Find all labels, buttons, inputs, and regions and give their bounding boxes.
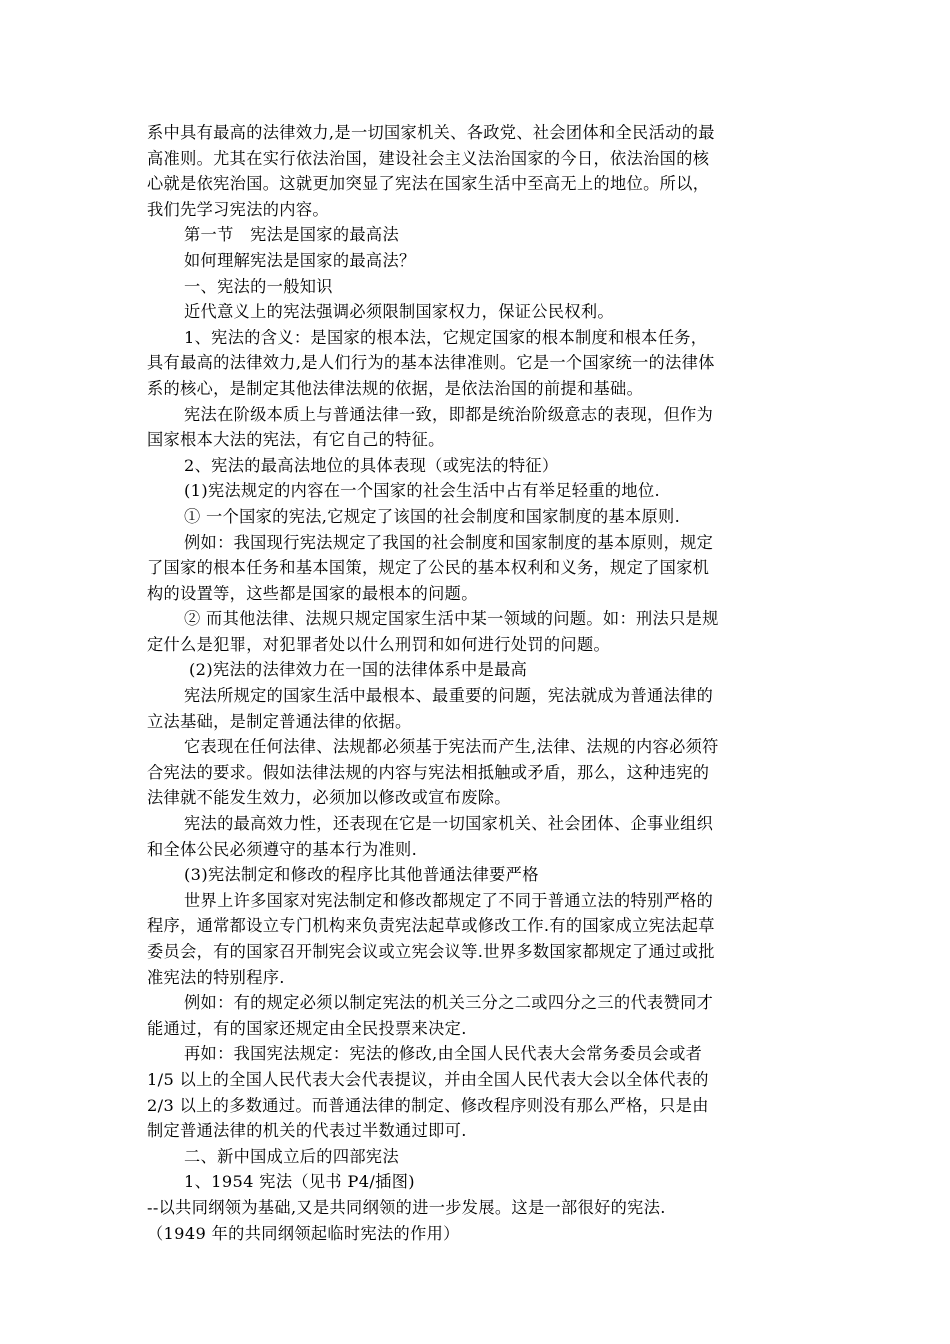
text-line: 宪法的最高效力性，还表现在它是一切国家机关、社会团体、企事业组织 [184,814,714,834]
text-line: 系中具有最高的法律效力,是一切国家机关、各政党、社会团体和全民活动的最 [147,123,715,142]
text-line: 准宪法的特别程序. [147,967,285,987]
text-line: 程序，通常都设立专门机构来负责宪法起草或修改工作.有的国家成立宪法起草 [147,916,715,936]
text-line: 立法基础，是制定普通法律的依据。 [147,711,412,731]
text-line: 构的设置等，这些都是国家的最根本的问题。 [147,583,478,603]
text-line: 委员会，有的国家召开制宪会议或立宪会议等.世界多数国家都规定了通过或批 [147,942,715,961]
text-line: 一、宪法的一般知识 [184,276,333,296]
text-line: 合宪法的要求。假如法律法规的内容与宪法相抵触或矛盾，那么，这种违宪的 [147,762,710,782]
text-line: 再如：我国宪法规定：宪法的修改,由全国人民代表大会常务委员会或者 [184,1044,703,1064]
text-line: 世界上许多国家对宪法制定和修改都规定了不同于普通立法的特别严格的 [184,890,714,910]
text-line: 我们先学习宪法的内容。 [147,199,329,219]
text-line: 国家根本大法的宪法，有它自己的特征。 [147,430,445,450]
text-line: 宪法所规定的国家生活中最根本、最重要的问题，宪法就成为普通法律的 [184,686,714,706]
text-line: 具有最高的法律效力,是人们行为的基本法律准则。它是一个国家统一的法律体 [147,353,715,373]
text-line: 高准则。尤其在实行依法治国，建设社会主义法治国家的今日，依法治国的核 [147,148,710,168]
text-line: 如何理解宪法是国家的最高法？ [184,250,416,270]
document-body [147,120,817,1246]
text-line: 系的核心，是制定其他法律法规的依据，是依法治国的前提和基础。 [147,378,644,398]
text-line: 例如：我国现行宪法规定了我国的社会制度和国家制度的基本原则，规定 [184,532,714,552]
text-line: ① 一个国家的宪法,它规定了该国的社会制度和国家制度的基本原则. [184,506,681,526]
text-line: 法律就不能发生效力，必须加以修改或宣布废除。 [147,788,511,808]
text-line: 制定普通法律的机关的代表过半数通过即可. [147,1121,467,1141]
text-line: 定什么是犯罪，对犯罪者处以什么刑罚和如何进行处罚的问题。 [147,634,611,654]
text-line: 和全体公民必须遵守的基本行为准则. [147,839,418,859]
text-line: 它表现在任何法律、法规都必须基于宪法而产生,法律、法规的内容必须符 [184,737,719,757]
text-line: 心就是依宪治国。这就更加突显了宪法在国家生活中至高无上的地位。所以， [147,174,710,194]
text-line: (2)宪法的法律效力在一国的法律体系中是最高 [189,660,528,680]
text-line: 1、宪法的含义：是国家的根本法，它规定国家的根本制度和根本任务， [184,327,708,347]
text-line: 第一节 宪法是国家的最高法 [184,225,399,245]
text-line: 1/5 以上的全国人民代表大会代表提议，并由全国人民代表大会以全体代表的 [147,1069,709,1089]
text-line: (3)宪法制定和修改的程序比其他普通法律要严格 [184,865,539,885]
text-line: 例如：有的规定必须以制定宪法的机关三分之二或四分之三的代表赞同才 [184,993,714,1013]
text-line: ② 而其他法律、法规只规定国家生活中某一领域的问题。如：刑法只是规 [184,609,719,629]
text-line: （1949 年的共同纲领起临时宪法的作用） [147,1223,460,1243]
text-line: 2/3 以上的多数通过。而普通法律的制定、修改程序则没有那么严格，只是由 [147,1095,709,1115]
text-line: 了国家的根本任务和基本国策，规定了公民的基本权利和义务，规定了国家机 [147,558,710,578]
text-line: 二、新中国成立后的四部宪法 [184,1146,399,1166]
text-line: (1)宪法规定的内容在一个国家的社会生活中占有举足轻重的地位. [184,481,660,501]
text-line: 2、宪法的最高法地位的具体表现（或宪法的特征） [184,455,559,475]
text-line: 近代意义上的宪法强调必须限制国家权力，保证公民权利。 [184,302,614,322]
text-line: 宪法在阶级本质上与普通法律一致，即都是统治阶级意志的表现，但作为 [184,404,714,424]
text-line: 1、1954 宪法（见书 P4/插图) [184,1172,415,1192]
text-line: --以共同纲领为基础,又是共同纲领的进一步发展。这是一部很好的宪法. [147,1197,666,1217]
text-line: 能通过，有的国家还规定由全民投票来决定. [147,1018,467,1038]
